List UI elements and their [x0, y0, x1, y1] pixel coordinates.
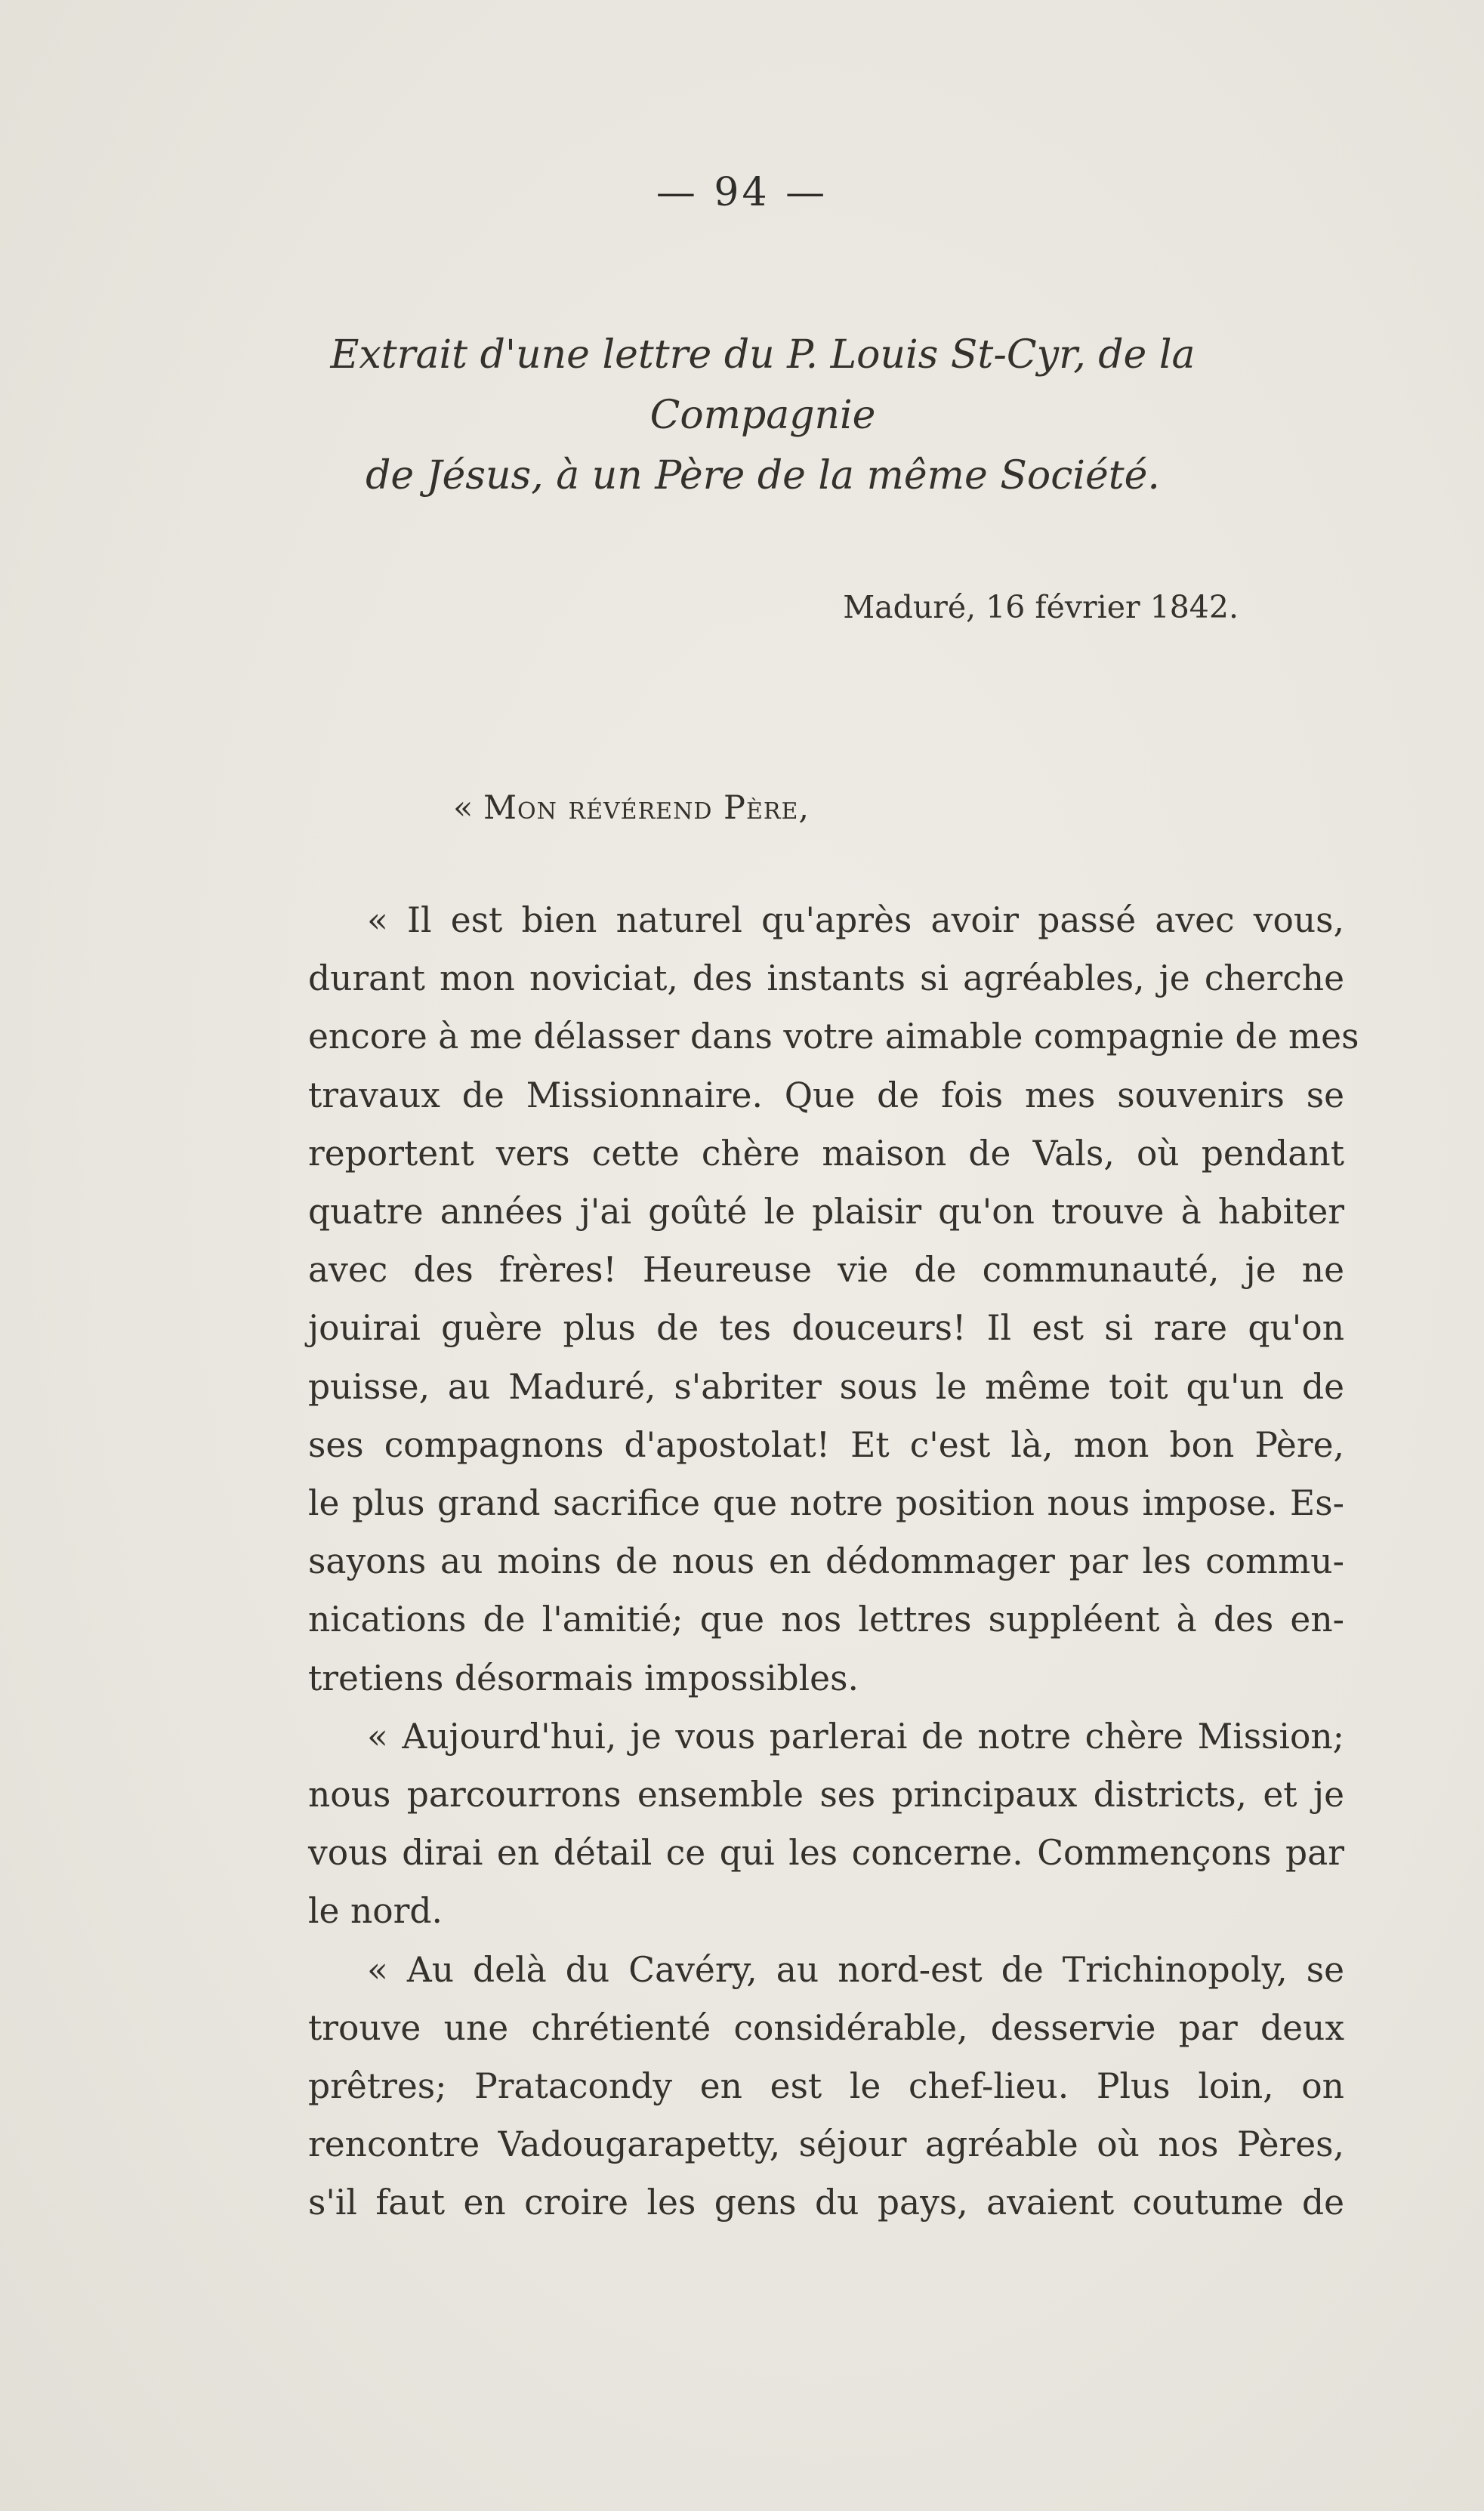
dateline: Maduré, 16 février 1842. [843, 589, 1239, 625]
text-line: « Au delà du Cavéry, au nord-est de Trichinopoly, se [367, 1949, 1344, 1990]
text-line: sayons au moins de nous en dédommager par les commu- [308, 1541, 1344, 1582]
text-line: rencontre Vadougarapetty, séjour agréable où nos Pères, [308, 2124, 1344, 2165]
heading-line-2: de Jésus, à un Père de la même Société. [366, 453, 1160, 498]
text-line: « Il est bien naturel qu'après avoir passé avec vous, [367, 900, 1344, 940]
text-line: encore à me délasser dans votre aimable compagnie de mes [308, 1016, 1359, 1057]
salutation [453, 789, 810, 827]
text-line: prêtres; Pratacondy en est le chef-lieu. Plus loin, on [308, 2066, 1344, 2107]
letter-heading [249, 325, 1276, 506]
text-line: « Aujourd'hui, je vous parlerai de notre chère Mission; [367, 1716, 1344, 1757]
paragraph [308, 1941, 1344, 2232]
heading-line-1: Extrait d'une lettre du P. Louis St-Cyr, de la Compagnie [330, 332, 1196, 438]
page-number: — 94 — [656, 170, 828, 215]
text-line: le plus grand sacrifice que notre position nous impose. Es- [308, 1483, 1344, 1524]
text-line: trouve une chrétienté considérable, desservie par deux [308, 2007, 1344, 2048]
text-line: tretiens désormais impossibles. [308, 1658, 859, 1698]
text-line: puisse, au Maduré, s'abriter sous le même toit qu'un de [308, 1366, 1344, 1407]
text-line: reportent vers cette chère maison de Vals, où pendant [308, 1133, 1344, 1174]
paragraph [308, 1707, 1344, 1941]
letter-body [308, 891, 1359, 2232]
text-line: jouirai guère plus de tes douceurs! Il est si rare qu'on [308, 1308, 1344, 1349]
text-line: le nord. [308, 1891, 443, 1932]
text-line: travaux de Missionnaire. Que de fois mes souvenirs se [308, 1075, 1344, 1115]
text-line: nous parcourrons ensemble ses principaux districts, et je [308, 1775, 1344, 1815]
text-line: nications de l'amitié; que nos lettres suppléent à des en- [308, 1599, 1344, 1640]
paragraph [308, 891, 1359, 1707]
salutation-quote: « [453, 789, 474, 827]
text-line: avec des frères! Heureuse vie de communauté, je ne [308, 1250, 1344, 1291]
salutation-text: Mon révérend Père, [483, 789, 810, 827]
text-line: ses compagnons d'apostolat! Et c'est là, mon bon Père, [308, 1424, 1344, 1465]
text-line: durant mon noviciat, des instants si agréables, je cherche [308, 958, 1344, 999]
text-line: quatre années j'ai goûté le plaisir qu'on trouve à habiter [308, 1192, 1344, 1232]
text-line: vous dirai en détail ce qui les concerne. Commençons par [308, 1833, 1344, 1874]
text-line: s'il faut en croire les gens du pays, avaient coutume de [308, 2182, 1344, 2223]
